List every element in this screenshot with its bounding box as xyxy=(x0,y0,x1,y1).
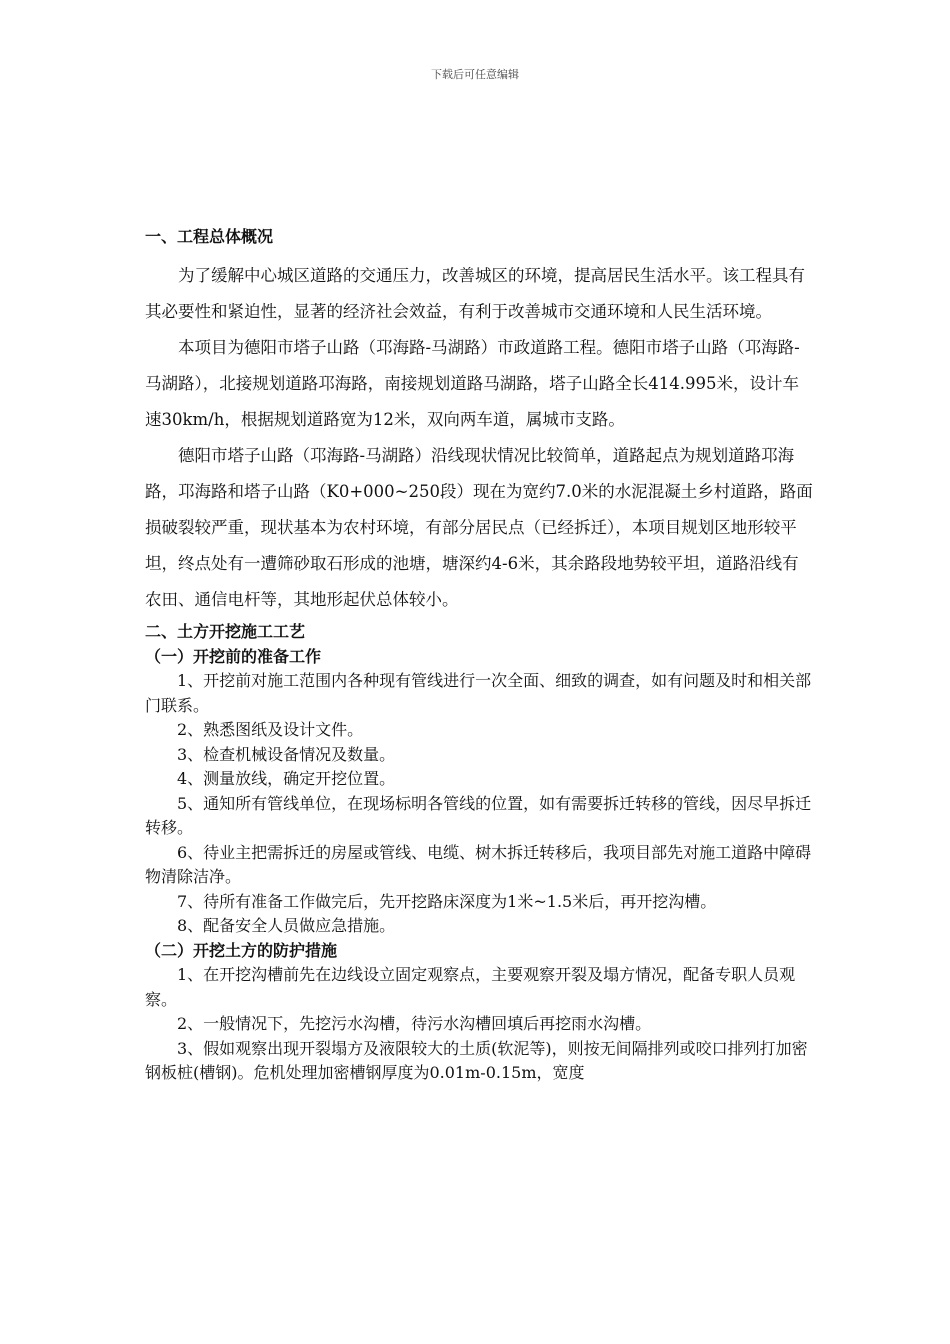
list-item: 3、检查机械设备情况及数量。 xyxy=(177,744,396,764)
section1-paragraph: 德阳市塔子山路（邛海路-马湖路）沿线现状情况比较简单，道路起点为规划道路邛海路，邛海路和塔子山路（K0+000~250段）现在为宽约7.0米的水泥混凝土乡村道路，路面损破裂较严重，现状基本为农村环境，有部分居民点（已经拆迁），本项目规划区地形较平坦，终点处有一遭筛砂取石形成的池塘，塘深约4-6米，其余路段地势较平坦，道路沿线有农田、通信电杆等，其地形起伏总体较小。 xyxy=(145,446,813,609)
list-item: 8、配备安全人员做应急措施。 xyxy=(177,916,396,935)
subsection1-heading: （一）开挖前的准备工作 xyxy=(145,646,322,666)
section1-paragraph: 本项目为德阳市塔子山路（邛海路-马湖路）市政道路工程。德阳市塔子山路（邛海路-马湖路），北接规划道路邛海路，南接规划道路马湖路，塔子山路全长414.995米，设计车速30km/h，根据规划道路宽为12米，双向两车道，属城市支路。 xyxy=(145,338,800,429)
document-body xyxy=(145,226,815,1086)
section2-heading: 二、土方开挖施工工艺 xyxy=(145,622,306,641)
list-item: 3、假如观察出现开裂塌方及液限较大的土质(软泥等)，则按无间隔排列或咬口排列打加密钢板桩(槽钢)。危机处理加密槽钢厚度为0.01m-0.15m，宽度 xyxy=(145,1038,808,1082)
list-item: 7、待所有准备工作做完后，先开挖路床深度为1米~1.5米后，再开挖沟槽。 xyxy=(177,891,717,911)
page-header-note: 下载后可任意编辑 xyxy=(431,68,519,81)
list-item: 6、待业主把需拆迁的房屋或管线、电缆、树木拆迁转移后，我项目部先对施工道路中障碍物清除洁净。 xyxy=(145,842,812,886)
list-item: 2、一般情况下，先挖污水沟槽，待污水沟槽回填后再挖雨水沟槽。 xyxy=(177,1014,652,1033)
list-item: 5、通知所有管线单位，在现场标明各管线的位置，如有需要拆迁转移的管线，因尽早拆迁转移。 xyxy=(145,793,812,837)
section1-heading: 一、工程总体概况 xyxy=(145,227,274,246)
list-item: 1、在开挖沟槽前先在边线设立固定观察点，主要观察开裂及塌方情况，配备专职人员观察。 xyxy=(145,965,796,1009)
list-item: 1、开挖前对施工范围内各种现有管线进行一次全面、细致的调查，如有问题及时和相关部门联系。 xyxy=(145,671,812,715)
subsection2-heading: （二）开挖土方的防护措施 xyxy=(145,940,338,960)
list-item: 2、熟悉图纸及设计文件。 xyxy=(177,720,364,739)
section1-paragraph: 为了缓解中心城区道路的交通压力，改善城区的环境，提高居民生活水平。该工程具有其必要性和紧迫性，显著的经济社会效益，有利于改善城市交通环境和人民生活环境。 xyxy=(145,266,805,321)
list-item: 4、测量放线，确定开挖位置。 xyxy=(177,769,396,788)
